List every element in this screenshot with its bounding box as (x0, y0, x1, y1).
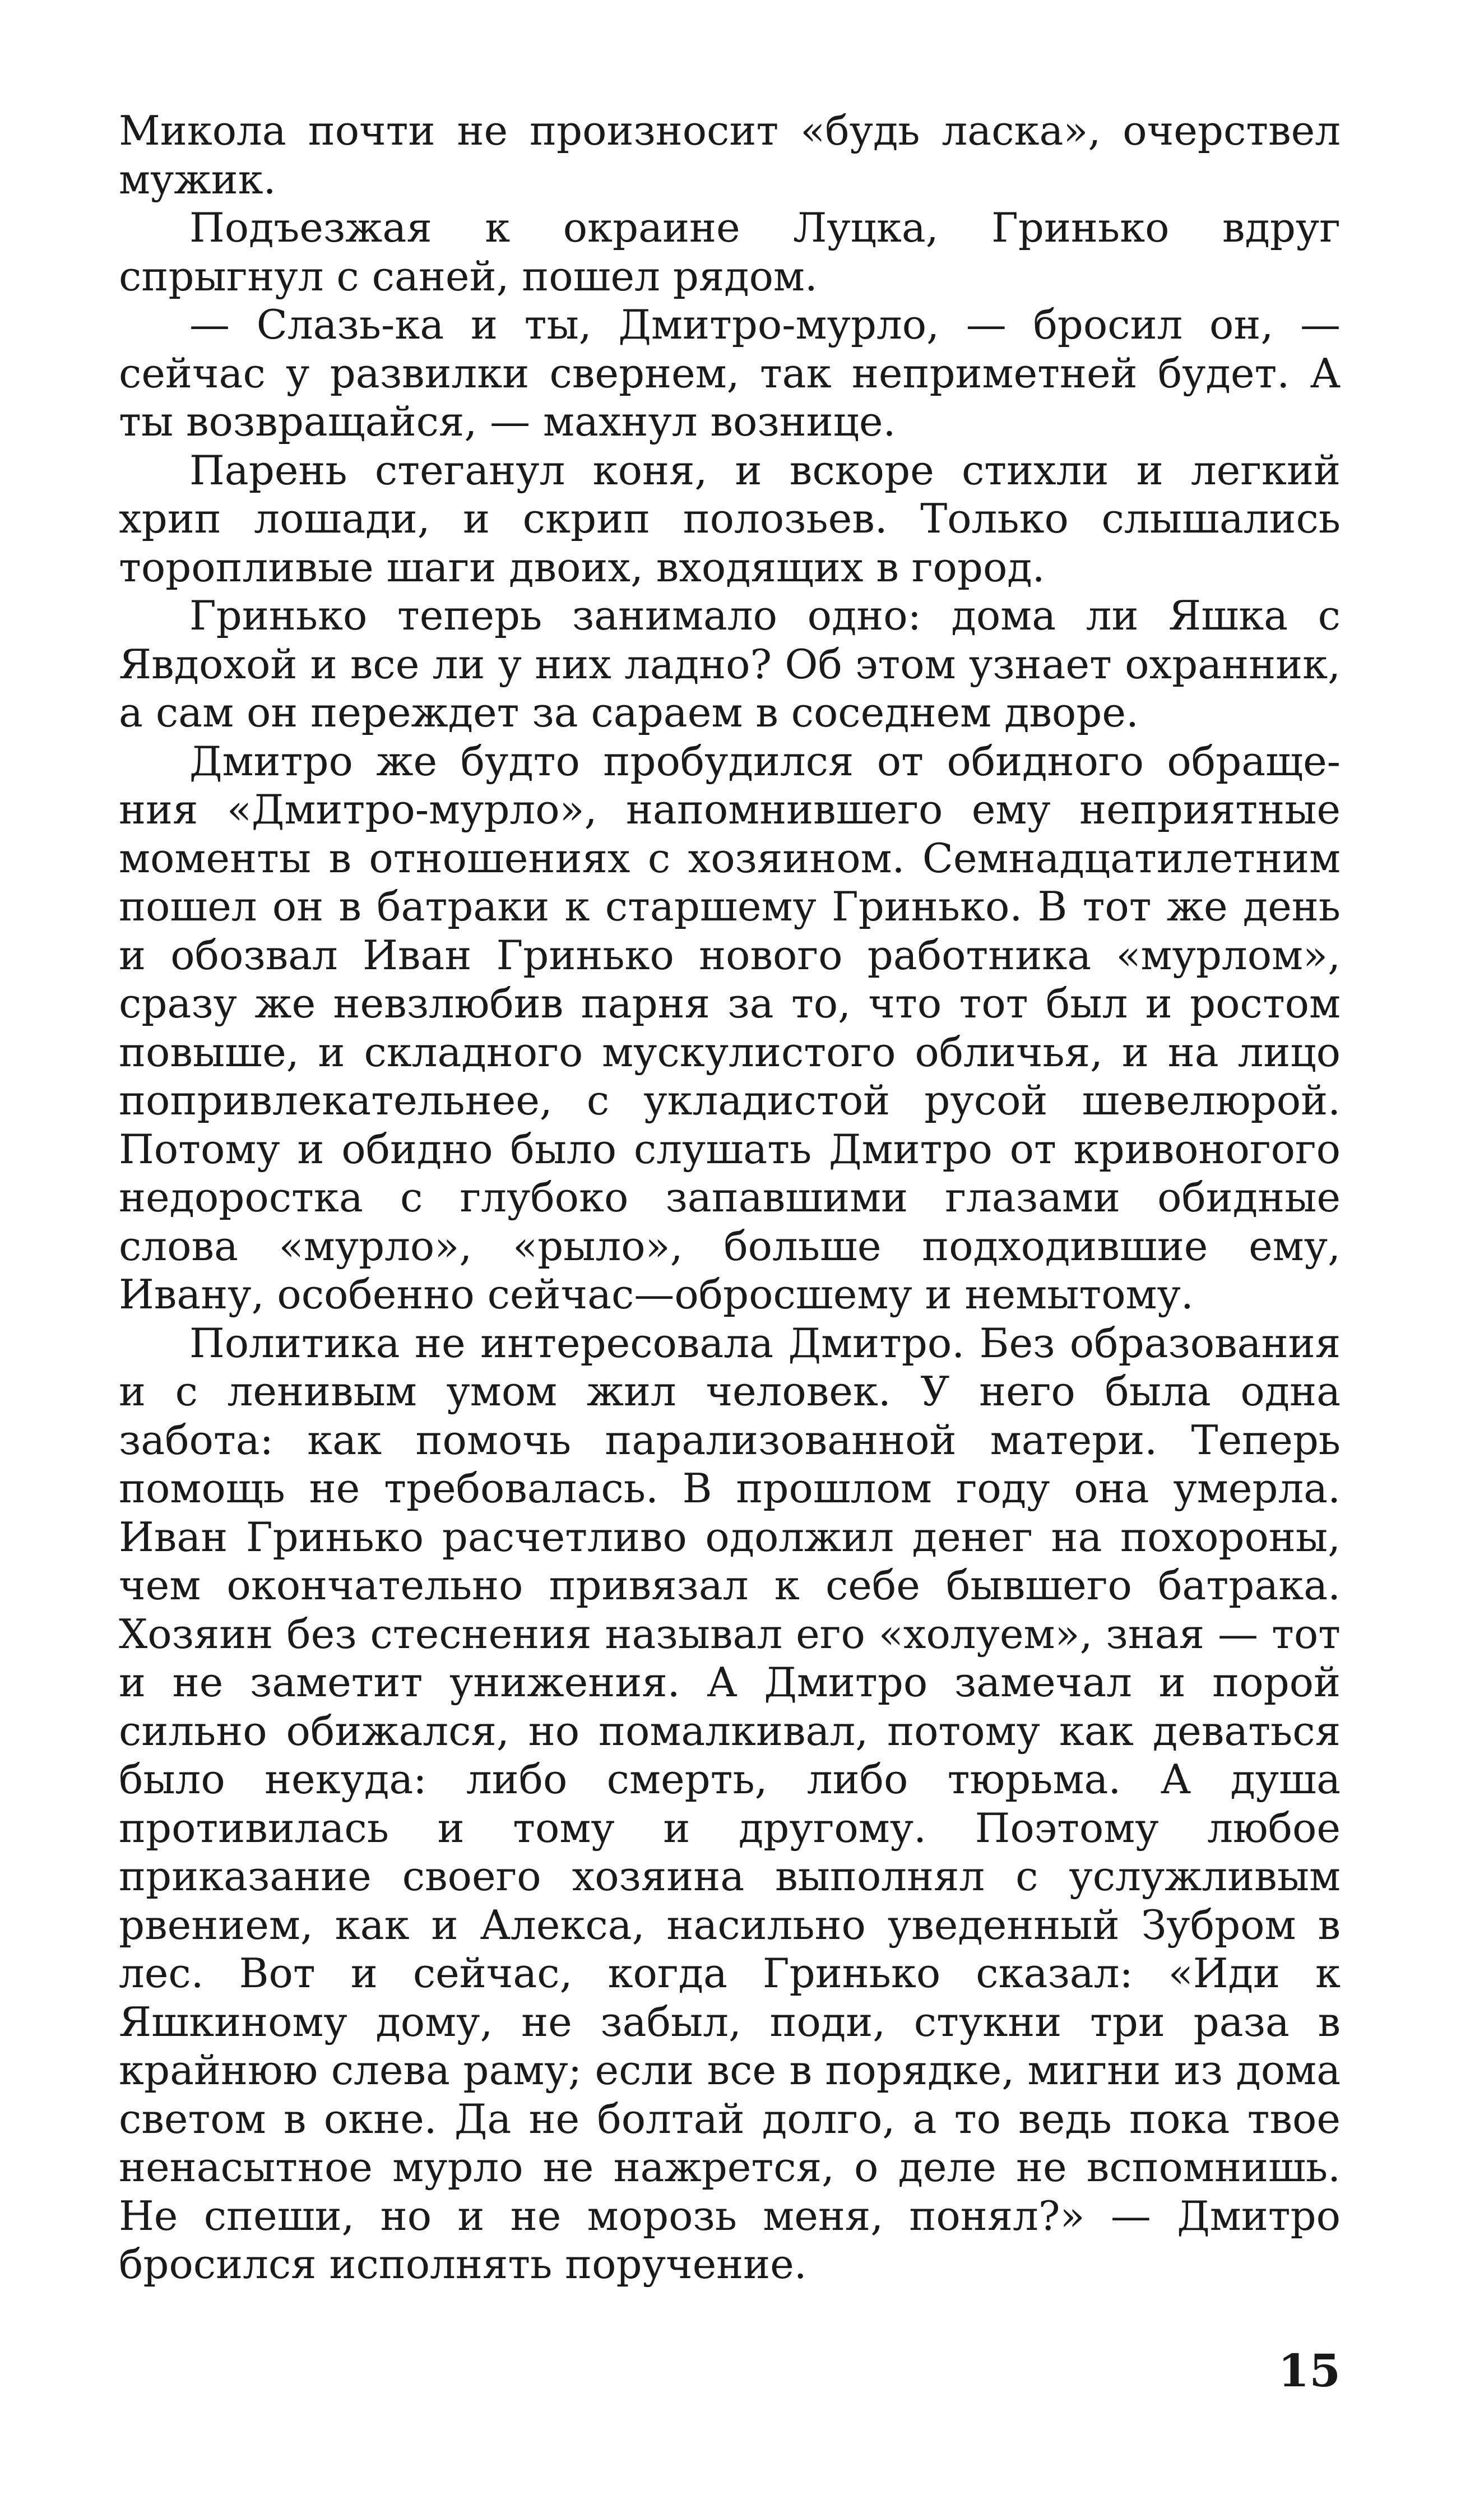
paragraph-4: Парень стеганул коня, и вскоре стихли и легкий хрип лошади, и скрип полозьев. Только слышались торопливые шаги двоих, входящих в город. (119, 446, 1341, 591)
paragraph-7: Политика не интересовала Дмитро. Без образования и с ленивым умом жил человек. У него была одна забота: как помочь парализованной матери. Теперь помощь не требовалась. В прошлом году она умерла. Иван Гринько расчетливо одолжил денег на похороны, чем окончательно привязал к себе бывшего батрака. Хозяин без стеснения называл его «холуем», зная — тот и не заметит унижения. А Дмитро замечал и порой сильно обижался, но помалкивал, потому как деваться было некуда: либо смерть, либо тюрьма. А душа противилась и тому и другому. Поэтому любое приказание своего хозяина выполнял с услужливым рвением, как и Алекса, насильно уведенный Зубром в лес. Вот и сейчас, когда Гринько сказал: «Иди к Яшкиному дому, не забыл, поди, стукни три раза в крайнюю слева раму; если все в порядке, мигни из дома светом в окне. Да не болтай долго, а то ведь пока твое ненасытное мурло не нажрется, о деле не вспомнишь. Не спеши, но и не морозь меня, понял?» — Дмитро бросился исполнять поручение. (119, 1319, 1341, 2288)
paragraph-1: Микола почти не произносит «будь ласка», очерствел мужик. (119, 107, 1341, 203)
paragraph-5: Гринько теперь занимало одно: дома ли Яшка с Явдохой и все ли у них ладно? Об этом узнает охранник, а сам он переждет за сараем в соседнем дворе. (119, 592, 1341, 736)
paragraph-6: Дмитро же будто пробудился от обидного обращения «Дмитро-мурло», напомнившего ему неприятные моменты в отношениях с хозяином. Семнадцатилетним пошел он в батраки к старшему Гринько. В тот же день и обозвал Иван Гринько нового работника «мурлом», сразу же невзлюбив парня за то, что тот был и ростом повыше, и складного мускулистого обличья, и на лицо попривлекательнее, с укладистой русой шевелюрой. Потому и обидно было слушать Дмитро от кривоногого недоростка с глубоко запавшими глазами обидные слова «мурло», «рыло», больше подходившие ему, Ивану, особенно сейчас—обросшему и немытому. (119, 737, 1341, 1318)
page-number: 15 (1278, 2344, 1341, 2397)
paragraph-3: — Слазь-ка и ты, Дмитро-мурло, — бросил он, — сейчас у развилки свернем, так неприметней будет. А ты возвращайся, — махнул вознице. (119, 301, 1341, 445)
page-text-block (119, 107, 1341, 2289)
paragraph-2: Подъезжая к окраине Луцка, Гринько вдруг спрыгнул с саней, пошел рядом. (119, 204, 1341, 300)
